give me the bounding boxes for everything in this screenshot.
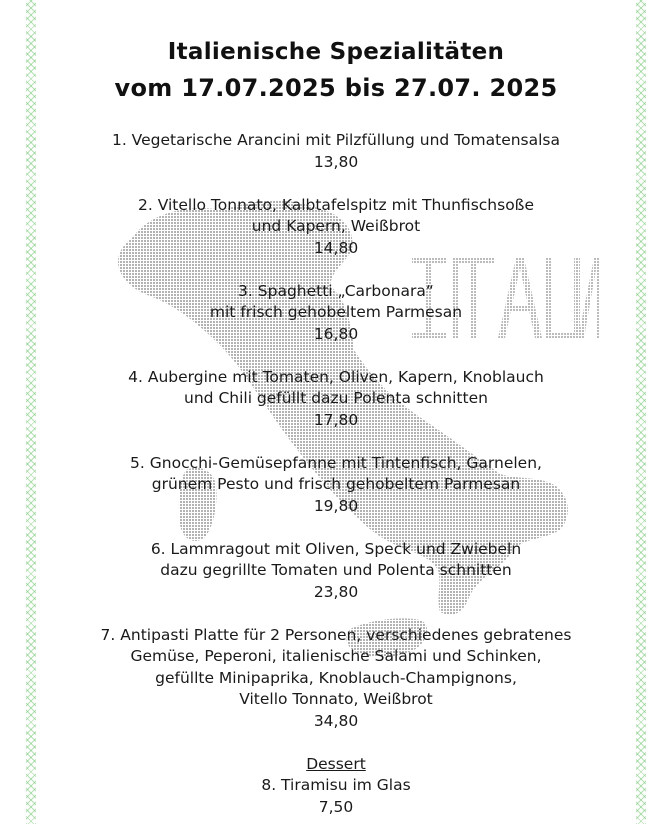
menu-item-3 xyxy=(36,281,636,346)
menu-item-6 xyxy=(36,539,636,604)
menu-item-price: 16,80 xyxy=(313,324,359,343)
page-title: Italienische Spezialitäten xyxy=(167,39,505,65)
menu-item-price: 19,80 xyxy=(313,496,359,515)
menu-item-price: 14,80 xyxy=(313,238,359,257)
menu-item-1 xyxy=(36,130,636,173)
menu-item-text: 6. Lammragout mit Oliven, Speck und Zwiebeln xyxy=(150,539,522,558)
menu-item-text: 5. Gnocchi-Gemüsepfanne mit Tintenfisch, Garnelen, xyxy=(130,453,542,472)
menu-item-text: Gemüse, Peperoni, italienische Salami und Schinken, xyxy=(130,647,542,665)
menu-list xyxy=(36,130,636,818)
menu-item-text: 1. Vegetarische Arancini mit Pilzfüllung und Tomatensalsa xyxy=(111,131,561,149)
menu-item-price: 23,80 xyxy=(313,582,359,601)
menu-item-2 xyxy=(36,195,636,260)
menu-item-dessert xyxy=(36,754,636,819)
menu-item-text: grünem Pesto und frisch gehobeltem Parmesan xyxy=(151,475,521,493)
menu-page xyxy=(36,0,636,824)
menu-item-text: mit frisch gehobeltem Parmesan xyxy=(209,303,463,321)
menu-item-text: 7. Antipasti Platte für 2 Personen, verschiedenes gebratenes xyxy=(100,625,572,644)
menu-item-text: und Kapern, Weißbrot xyxy=(251,217,421,235)
menu-item-price: 17,80 xyxy=(313,410,359,429)
menu-item-text: 3. Spaghetti „Carbonara“ xyxy=(238,281,434,300)
menu-item-text: und Chili gefüllt dazu Polenta schnitten xyxy=(184,389,488,407)
menu-item-4 xyxy=(36,367,636,432)
menu-item-price: 13,80 xyxy=(313,152,359,171)
menu-item-text: 2. Vitello Tonnato, Kalbtafelspitz mit Thunfischsoße xyxy=(138,195,534,214)
menu-item-text: 8. Tiramisu im Glas xyxy=(261,776,411,794)
menu-item-text: Vitello Tonnato, Weißbrot xyxy=(239,690,433,708)
dessert-heading: Dessert xyxy=(306,754,366,773)
menu-item-text: dazu gegrillte Tomaten und Polenta schnitten xyxy=(160,561,512,579)
menu-item-text: gefüllte Minipaprika, Knoblauch-Champignons, xyxy=(155,668,517,687)
menu-item-price: 7,50 xyxy=(318,797,354,816)
menu-item-price: 34,80 xyxy=(313,711,359,730)
menu-item-text: 4. Aubergine mit Tomaten, Oliven, Kapern, Knoblauch xyxy=(128,367,544,386)
date-range: vom 17.07.2025 bis 27.07. 2025 xyxy=(114,74,558,102)
menu-item-7 xyxy=(36,625,636,733)
menu-item-5 xyxy=(36,453,636,518)
